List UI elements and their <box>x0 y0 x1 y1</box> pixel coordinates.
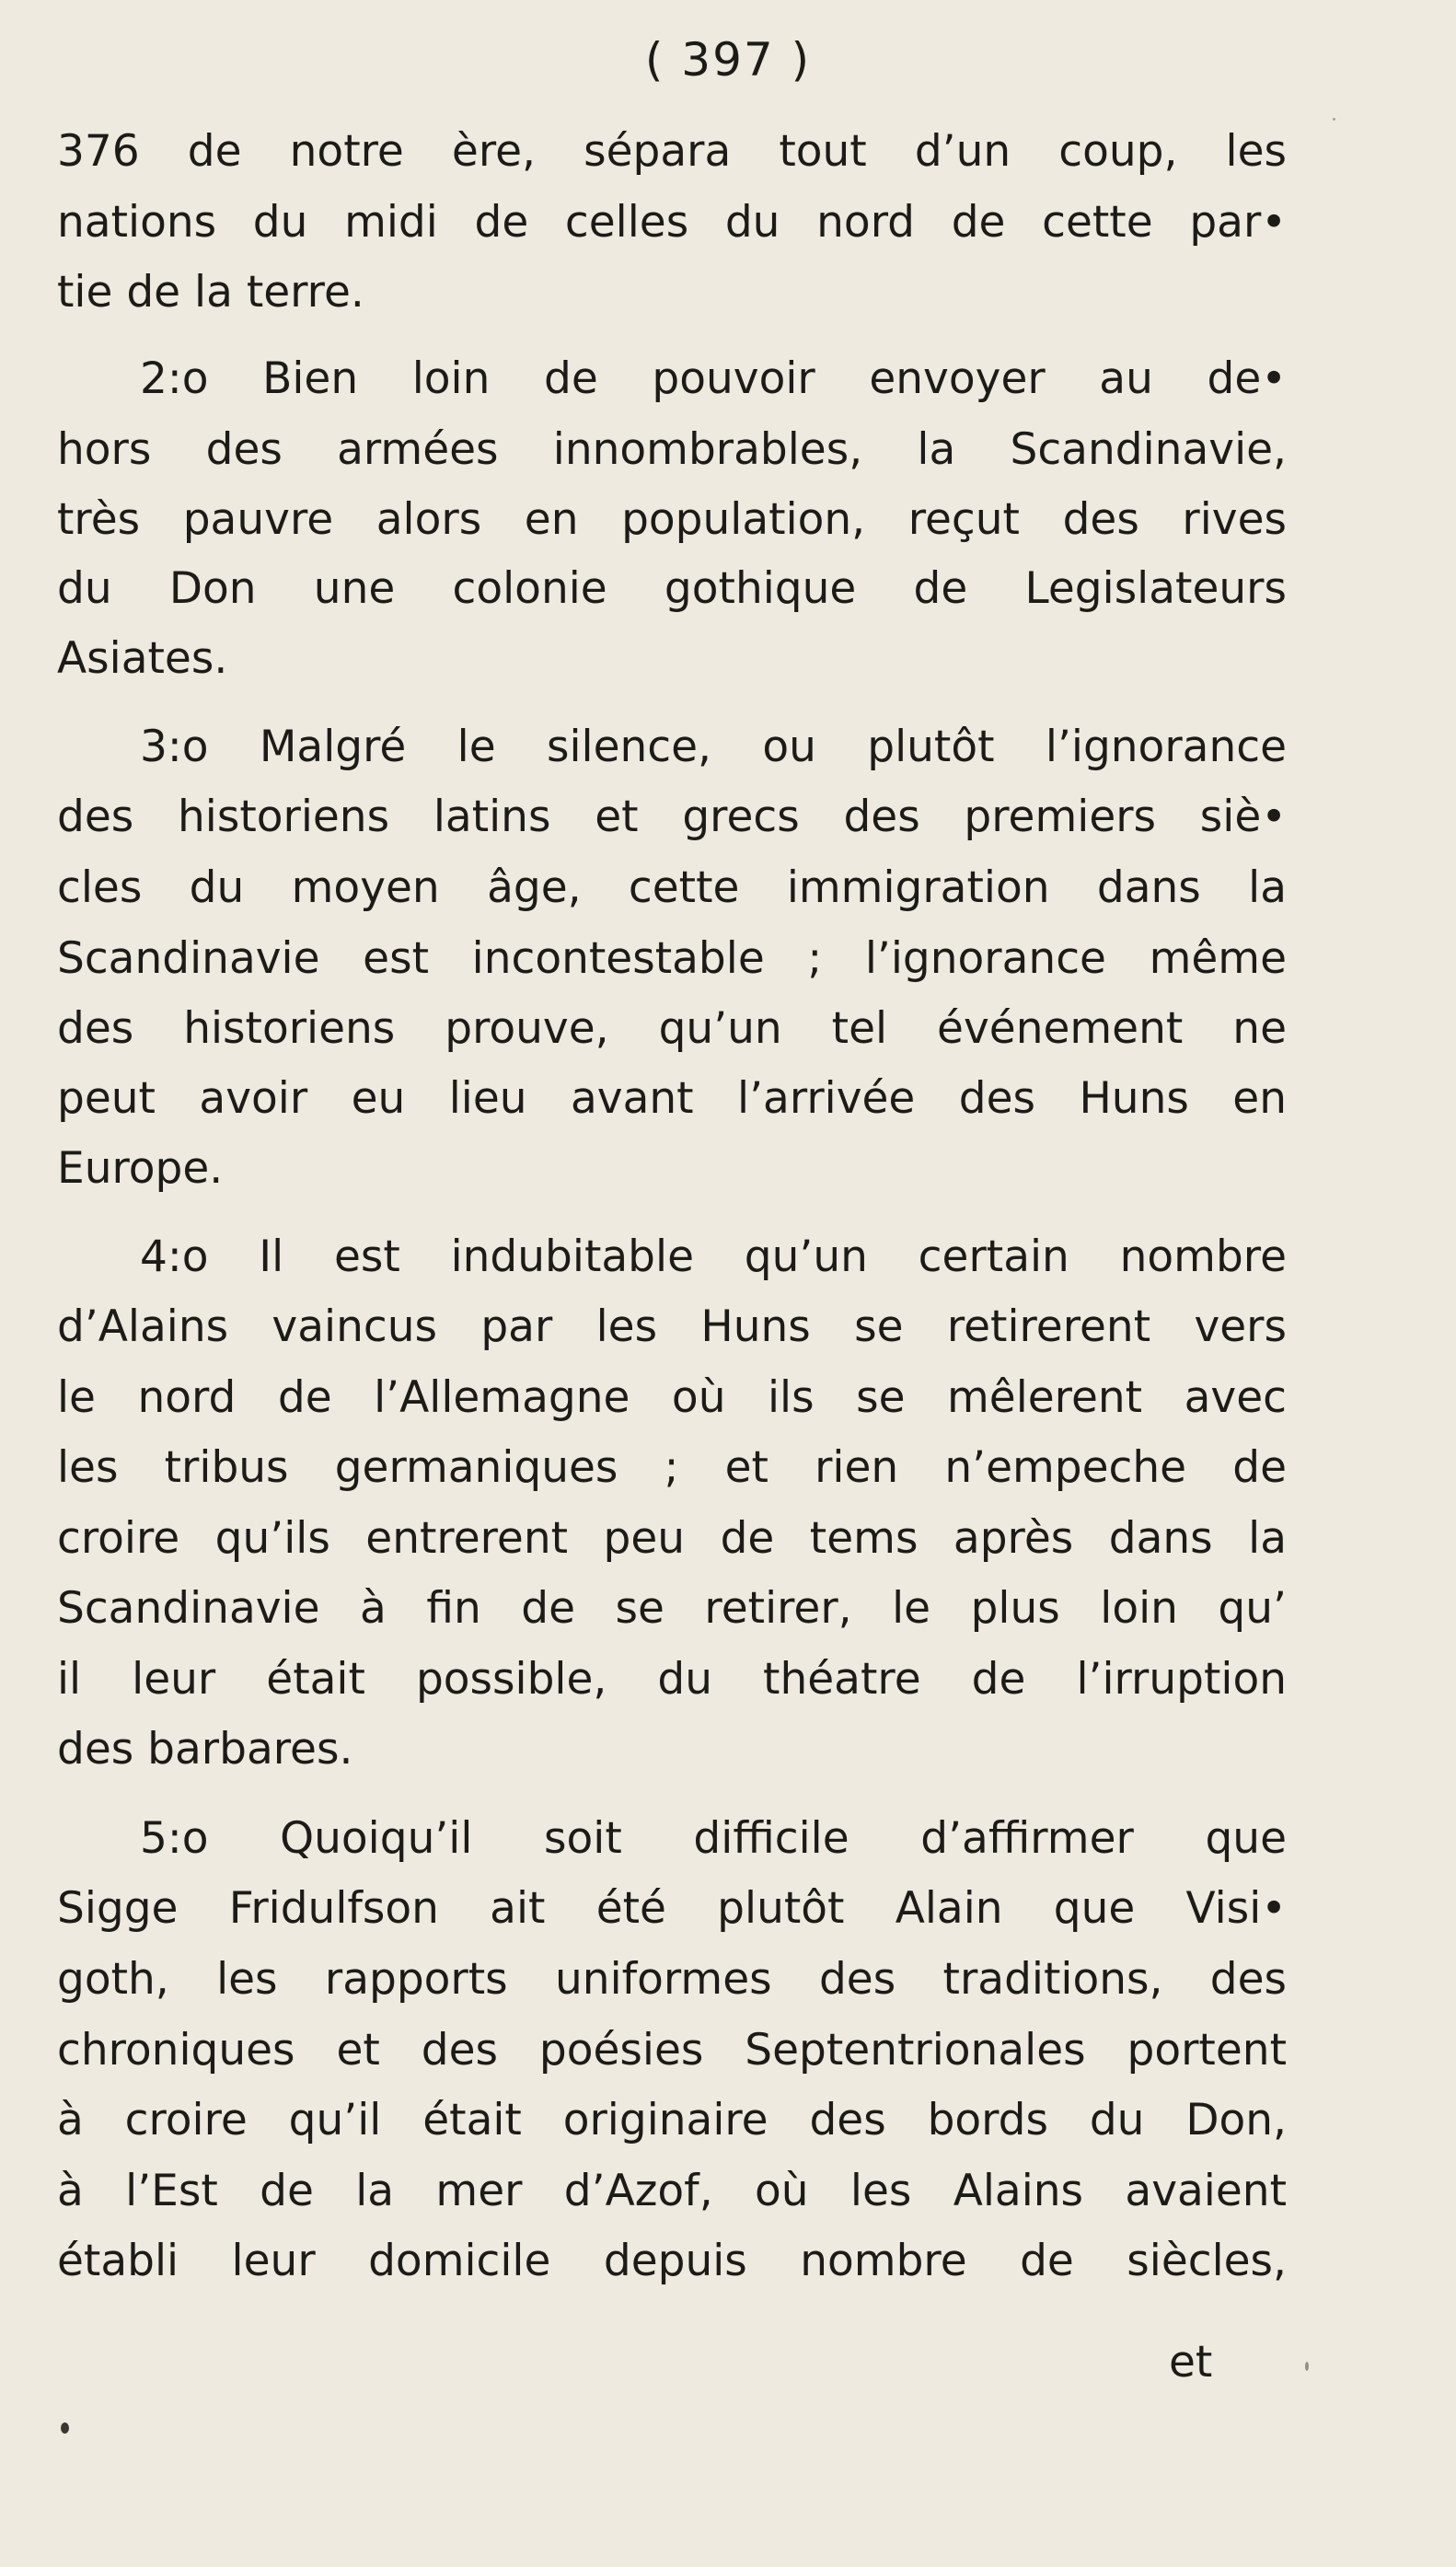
text-line: les tribus germaniques ; et rien n’empeche de <box>57 1442 1287 1493</box>
text-line: il leur était possible, du théatre de l’irruption <box>57 1654 1287 1705</box>
text-line: peut avoir eu lieu avant l’arrivée des Huns en <box>57 1073 1287 1124</box>
text-line: Scandinavie est incontestable ; l’ignorance même <box>57 933 1287 984</box>
text-line: Europe. <box>57 1143 224 1194</box>
ink-speck <box>1333 118 1335 121</box>
text-line: des barbares. <box>57 1724 353 1775</box>
catchword: et <box>1169 2337 1213 2388</box>
text-line: établi leur domicile depuis nombre de siècles, <box>57 2236 1287 2286</box>
text-line: nations du midi de celles du nord de cette par• <box>57 197 1287 248</box>
text-line: cles du moyen âge, cette immigration dans la <box>57 862 1287 913</box>
text-line: des historiens prouve, qu’un tel événement ne <box>57 1003 1287 1054</box>
text-line: du Don une colonie gothique de Legislateurs <box>57 563 1287 614</box>
text-line: le nord de l’Allemagne où ils se mêlerent avec <box>57 1372 1287 1423</box>
text-line: 376 de notre ère, sépara tout d’un coup, les <box>57 126 1287 177</box>
text-line: d’Alains vaincus par les Huns se retirerent vers <box>57 1301 1287 1352</box>
paragraph-start: 5:o Quoiqu’il soit difficile d’affirmer que <box>140 1813 1287 1864</box>
text-line: tie de la terre. <box>57 267 364 318</box>
paragraph-start: 3:o Malgré le silence, ou plutôt l’ignorance <box>140 722 1287 772</box>
paragraph-start: 2:o Bien loin de pouvoir envoyer au de• <box>140 353 1287 404</box>
ink-speck <box>61 2422 69 2434</box>
text-line: très pauvre alors en population, reçut des rives <box>57 494 1287 545</box>
text-line: à l’Est de la mer d’Azof, où les Alains avaient <box>57 2166 1287 2216</box>
text-line: Scandinavie à fin de se retirer, le plus loin qu’ <box>57 1583 1287 1634</box>
text-line: Sigge Fridulfson ait été plutôt Alain que Visi• <box>57 1883 1287 1934</box>
text-line: à croire qu’il était originaire des bords du Don, <box>57 2095 1287 2145</box>
page-number: ( 397 ) <box>644 33 812 87</box>
text-line: chroniques et des poésies Septentrionales portent <box>57 2025 1287 2076</box>
text-line: des historiens latins et grecs des premiers siè• <box>57 792 1287 842</box>
text-line: hors des armées innombrables, la Scandinavie, <box>57 424 1287 475</box>
ink-speck <box>1305 2362 1309 2371</box>
paragraph-start: 4:o Il est indubitable qu’un certain nombre <box>140 1231 1287 1282</box>
text-line: croire qu’ils entrerent peu de tems après dans la <box>57 1513 1287 1564</box>
text-line: Asiates. <box>57 633 228 684</box>
text-line: goth, les rapports uniformes des traditions, des <box>57 1954 1287 2005</box>
